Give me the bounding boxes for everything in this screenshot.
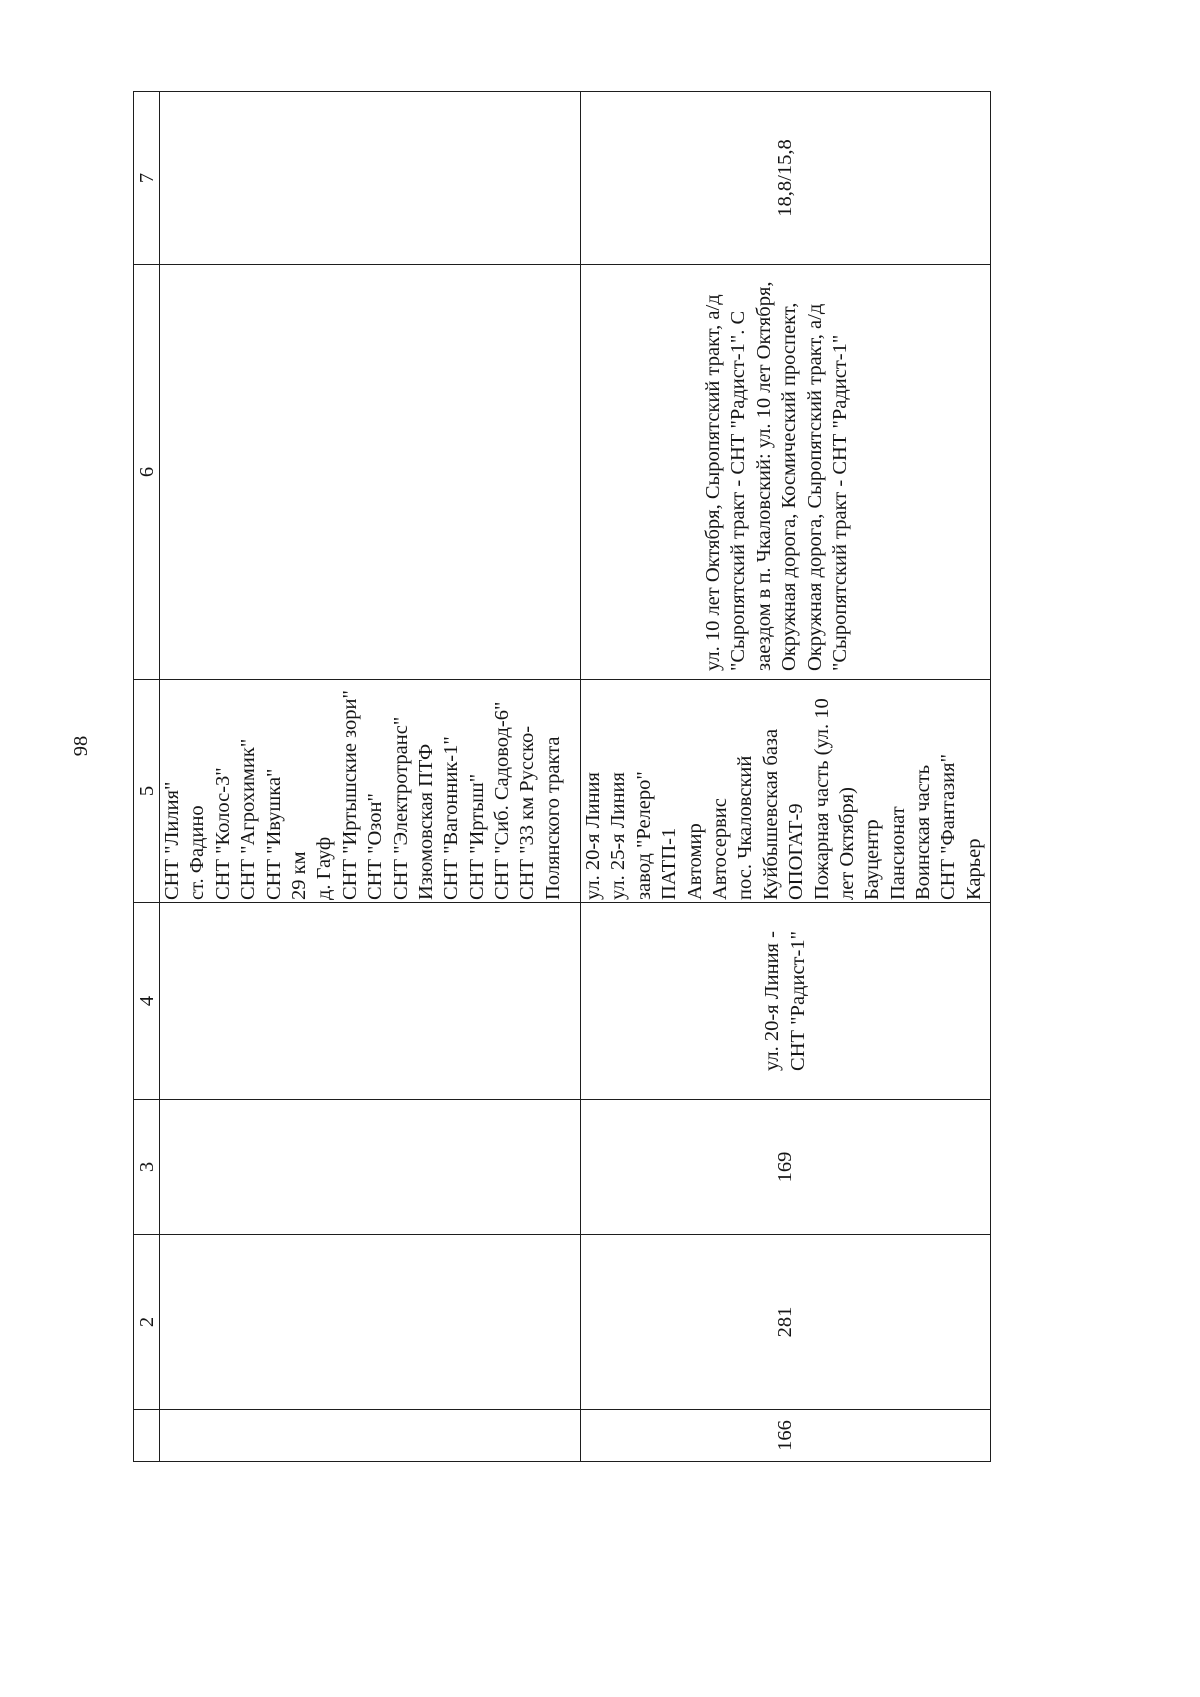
stop-item: СНТ "Лилия" bbox=[161, 781, 183, 900]
stop-item: СНТ "33 км Русско- bbox=[516, 725, 539, 900]
stop-item: пос. Чкаловский bbox=[734, 755, 757, 900]
col2-value-cell: 281 bbox=[581, 1235, 991, 1410]
stop-item: СНТ "Фантазия" bbox=[937, 754, 960, 900]
route-number-cell bbox=[160, 1410, 581, 1462]
stop-item: д. Гауф bbox=[313, 836, 336, 900]
stops-list-cell bbox=[160, 680, 581, 903]
stop-item: лет Октября) bbox=[835, 787, 858, 900]
page-number: 98 bbox=[70, 735, 92, 757]
column-number-cell: 3 bbox=[134, 1100, 160, 1235]
route-path-line: ул. 10 лет Октября, Сыропятский тракт, а/д bbox=[702, 294, 724, 671]
stop-item: СНТ "Ивушка" bbox=[262, 768, 285, 900]
col3-value-cell bbox=[160, 1100, 581, 1235]
stop-item: СНТ "Электротранс" bbox=[389, 716, 412, 900]
stop-item: Карьер bbox=[962, 838, 985, 900]
route-name-line: ул. 20-я Линия - bbox=[761, 931, 784, 1071]
route-path-line: "Сыропятский тракт - СНТ "Радист-1". С bbox=[727, 310, 750, 671]
route-name-cell bbox=[160, 903, 581, 1100]
stops-list bbox=[581, 680, 987, 900]
col2-value-cell bbox=[160, 1235, 581, 1410]
table-row bbox=[160, 92, 581, 1462]
table-row bbox=[581, 92, 991, 1462]
stop-item: СНТ "Вагонник-1" bbox=[440, 736, 463, 900]
stops-list bbox=[160, 680, 566, 900]
stop-item: 29 км bbox=[287, 851, 310, 900]
stop-item: Автомир bbox=[683, 823, 706, 900]
route-path-line: "Сыропятский тракт - СНТ "Радист-1" bbox=[828, 334, 851, 671]
route-path-cell bbox=[581, 265, 991, 680]
stops-list-cell bbox=[581, 680, 991, 903]
route-path-line: Окружная дорога, Космический проспект, bbox=[778, 302, 801, 671]
stop-item: ПАТП-1 bbox=[658, 827, 681, 900]
stop-item: Изюмовская ПТФ bbox=[414, 743, 437, 900]
route-path-text bbox=[701, 265, 853, 671]
route-number-cell: 166 bbox=[581, 1410, 991, 1462]
stop-item: завод "Релеро" bbox=[632, 771, 655, 900]
column-number-row bbox=[134, 92, 160, 1462]
stop-item: Пансионат bbox=[886, 806, 909, 900]
stop-item: СНТ "Колос-3" bbox=[211, 767, 234, 900]
stop-item: Пожарная часть (ул. 10 bbox=[810, 698, 833, 900]
route-path-line: Окружная дорога, Сыропятский тракт, а/д bbox=[803, 303, 826, 671]
stop-item: СНТ "Агрохимик" bbox=[237, 738, 260, 900]
stop-item: СНТ "Сиб. Садовод-6" bbox=[491, 701, 514, 900]
column-number-cell: 5 bbox=[134, 680, 160, 903]
stop-item: СНТ "Озон" bbox=[364, 793, 387, 900]
stop-item: Автосервис bbox=[708, 798, 731, 900]
stop-item: ул. 20-я Линия bbox=[582, 772, 604, 900]
route-name-line: СНТ "Радист-1" bbox=[786, 931, 809, 1071]
column-number-cell: 2 bbox=[134, 1235, 160, 1410]
column-number-cell: 4 bbox=[134, 903, 160, 1100]
route-path-line: заездом в п. Чкаловский: ул. 10 лет Октября, bbox=[752, 281, 775, 671]
route-name-lines bbox=[760, 903, 811, 1099]
stop-item: Куйбышевская база bbox=[759, 728, 782, 900]
stop-item: Полянского тракта bbox=[541, 736, 564, 900]
route-length-cell bbox=[160, 92, 581, 265]
column-number-cell: 7 bbox=[134, 92, 160, 265]
stop-item: ОПОГАТ-9 bbox=[785, 803, 808, 900]
stop-item: ст. Фадино bbox=[186, 805, 209, 900]
column-number-cell: 6 bbox=[134, 265, 160, 680]
route-path-cell bbox=[160, 265, 581, 680]
route-length-cell: 18,8/15,8 bbox=[581, 92, 991, 265]
stop-item: Воинская часть bbox=[912, 764, 935, 900]
column-number-cell-empty bbox=[134, 1410, 160, 1462]
route-name-cell bbox=[581, 903, 991, 1100]
stop-item: СНТ "Иртышские зори" bbox=[338, 690, 361, 900]
stop-item: Бауцентр bbox=[861, 819, 884, 900]
stop-item: СНТ "Иртыш" bbox=[465, 773, 488, 900]
stop-item: ул. 25-я Линия bbox=[607, 772, 630, 900]
col3-value-cell: 169 bbox=[581, 1100, 991, 1235]
route-table bbox=[133, 91, 991, 1462]
